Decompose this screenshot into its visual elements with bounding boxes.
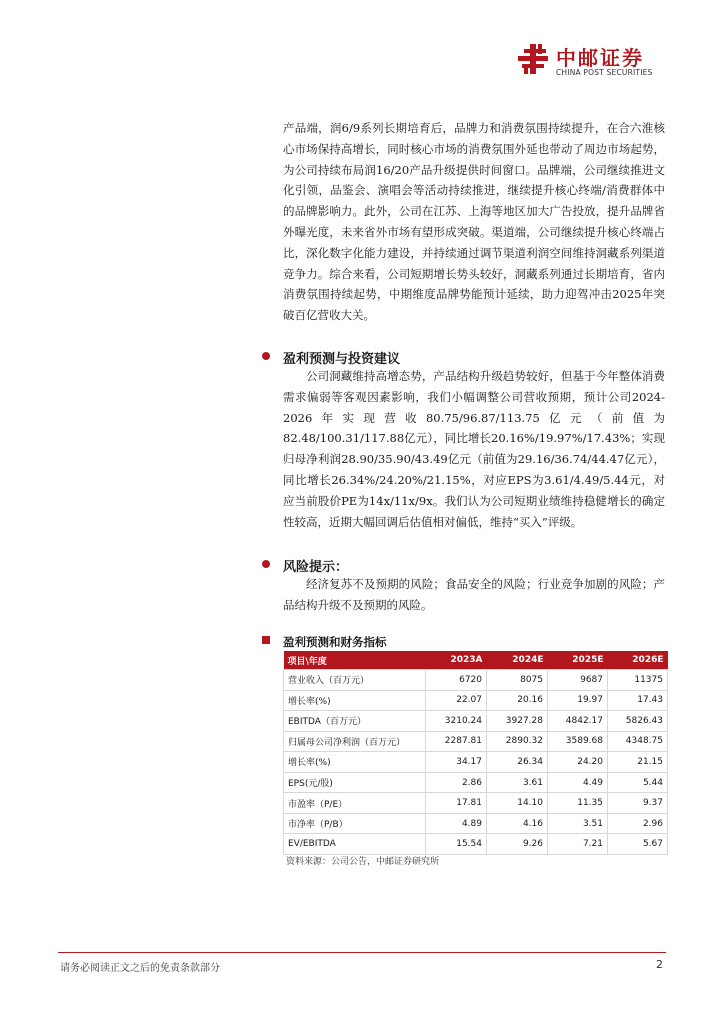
brand-logo bbox=[516, 40, 666, 82]
value-cell: 5.67 bbox=[608, 834, 668, 855]
intro-paragraph: 产品端，润6/9系列长期培育后，品牌力和消费氛围持续提升，在合六淮核心市场保持高增长，同时核心市场的消费氛围外延也带动了周边市场起势，为公司持续布局润16/20产品升级提供时间窗口。品牌端，公司继续推进文化引领，品鉴会、演唱会等活动持续推进，继续提升核心终端/消费群体中的品牌影响力。此外，公司在江苏、上海等地区加大广告投放，提升品牌省外曝光度，未来省外市场有望形成突破。渠道端，公司继续提升核心终端占比，深化数字化能力建设，并持续通过调节渠道利润空间维持洞藏系列渠道竞争力。综合来看，公司短期增长势头较好，洞藏系列通过长期培育，省内消费氛围持续起势，中期维度品牌势能预计延续，助力迎驾冲击2025年突破百亿营收大关。 bbox=[283, 121, 665, 323]
row-label-cell: EBITDA（百万元） bbox=[284, 711, 426, 732]
row-label-cell: 归属母公司净利润（百万元） bbox=[284, 731, 426, 752]
value-cell: 7.21 bbox=[548, 834, 608, 855]
header-cell: 2023A bbox=[426, 651, 487, 670]
value-cell: 4.89 bbox=[426, 813, 487, 834]
section-bullet-icon bbox=[262, 560, 270, 568]
value-cell: 9687 bbox=[548, 670, 608, 691]
value-cell: 2.86 bbox=[426, 772, 487, 793]
row-label-cell: 市盈率（P/E） bbox=[284, 793, 426, 814]
table-header-row bbox=[284, 651, 668, 670]
value-cell: 3927.28 bbox=[487, 711, 548, 732]
forecast-title-text: 盈利预测与投资建议 bbox=[283, 352, 401, 367]
value-cell: 3210.24 bbox=[426, 711, 487, 732]
value-cell: 15.54 bbox=[426, 834, 487, 855]
logo-english-name: CHINA POST SECURITIES bbox=[556, 68, 653, 77]
value-cell: 9.37 bbox=[608, 793, 668, 814]
table-row bbox=[284, 670, 668, 691]
value-cell: 14.10 bbox=[487, 793, 548, 814]
header-cell: 2025E bbox=[548, 651, 608, 670]
value-cell: 19.97 bbox=[548, 690, 608, 711]
footer-divider bbox=[58, 952, 666, 953]
value-cell: 3.51 bbox=[548, 813, 608, 834]
value-cell: 3589.68 bbox=[548, 731, 608, 752]
value-cell: 5.44 bbox=[608, 772, 668, 793]
logo-chinese-name: 中邮证券 bbox=[556, 46, 644, 70]
page-number: 2 bbox=[656, 958, 663, 971]
value-cell: 11375 bbox=[608, 670, 668, 691]
table-row bbox=[284, 772, 668, 793]
value-cell: 3.61 bbox=[487, 772, 548, 793]
value-cell: 17.81 bbox=[426, 793, 487, 814]
value-cell: 9.26 bbox=[487, 834, 548, 855]
value-cell: 22.07 bbox=[426, 690, 487, 711]
table-source-note: 资料来源：公司公告，中邮证券研究所 bbox=[286, 857, 440, 867]
value-cell: 20.16 bbox=[487, 690, 548, 711]
value-cell: 2287.81 bbox=[426, 731, 487, 752]
header-cell: 2026E bbox=[608, 651, 668, 670]
value-cell: 26.34 bbox=[487, 752, 548, 773]
row-label-cell: 增长率(%) bbox=[284, 690, 426, 711]
value-cell: 21.15 bbox=[608, 752, 668, 773]
row-label-cell: EV/EBITDA bbox=[284, 834, 426, 855]
footer-disclaimer: 请务必阅读正文之后的免责条款部分 bbox=[60, 963, 220, 974]
row-label-cell: EPS(元/股) bbox=[284, 772, 426, 793]
row-label-cell: 营业收入（百万元） bbox=[284, 670, 426, 691]
risk-title-text: 风险提示： bbox=[283, 560, 349, 575]
table-row bbox=[284, 793, 668, 814]
value-cell: 2890.32 bbox=[487, 731, 548, 752]
value-cell: 8075 bbox=[487, 670, 548, 691]
value-cell: 4842.17 bbox=[548, 711, 608, 732]
row-label-cell: 市净率（P/B） bbox=[284, 813, 426, 834]
table-row bbox=[284, 690, 668, 711]
value-cell: 2.96 bbox=[608, 813, 668, 834]
value-cell: 11.35 bbox=[548, 793, 608, 814]
financial-forecast-table bbox=[283, 651, 668, 855]
forecast-section-title bbox=[283, 348, 400, 367]
table-row bbox=[284, 711, 668, 732]
value-cell: 34.17 bbox=[426, 752, 487, 773]
value-cell: 17.43 bbox=[608, 690, 668, 711]
value-cell: 4348.75 bbox=[608, 731, 668, 752]
row-label-cell: 增长率(%) bbox=[284, 752, 426, 773]
section-bullet-icon bbox=[262, 352, 270, 360]
header-cell: 项目\年度 bbox=[284, 651, 426, 670]
forecast-paragraph: 公司洞藏维持高增态势，产品结构升级趋势较好，但基于今年整体消费需求偏弱等客观因素影响，我们小幅调整公司营收预期，预计公司2024-2026年实现营收80.75/96.87/113.75亿元（前值为82.48/100.31/117.88亿元），同比增长20.16%/19.97%/17.43%；实现归母净利润28.90/35.90/43.49亿元（前值为29.16/36.74/44.47亿元），同比增长26.34%/24.20%/21.15%，对应EPS为3.61/4.49/5.44元，对应当前股价PE为14x/11x/9x。我们认为公司短期业绩维持稳健增长的确定性较高，近期大幅回调后估值相对偏低，维持“买入”评级。 bbox=[283, 369, 665, 529]
risk-section-title bbox=[283, 556, 348, 575]
table-row bbox=[284, 752, 668, 773]
value-cell: 24.20 bbox=[548, 752, 608, 773]
table-title bbox=[283, 634, 387, 650]
table-row bbox=[284, 731, 668, 752]
value-cell: 6720 bbox=[426, 670, 487, 691]
table-bullet-icon bbox=[262, 636, 270, 644]
header-cell: 2024E bbox=[487, 651, 548, 670]
china-post-logo-icon bbox=[516, 42, 550, 76]
table-row bbox=[284, 813, 668, 834]
value-cell: 5826.43 bbox=[608, 711, 668, 732]
risk-paragraph: 经济复苏不及预期的风险；食品安全的风险；行业竞争加剧的风险；产品结构升级不及预期的风险。 bbox=[283, 577, 665, 612]
table-title-text: 盈利预测和财务指标 bbox=[283, 635, 387, 649]
table-row bbox=[284, 834, 668, 855]
value-cell: 4.16 bbox=[487, 813, 548, 834]
value-cell: 4.49 bbox=[548, 772, 608, 793]
